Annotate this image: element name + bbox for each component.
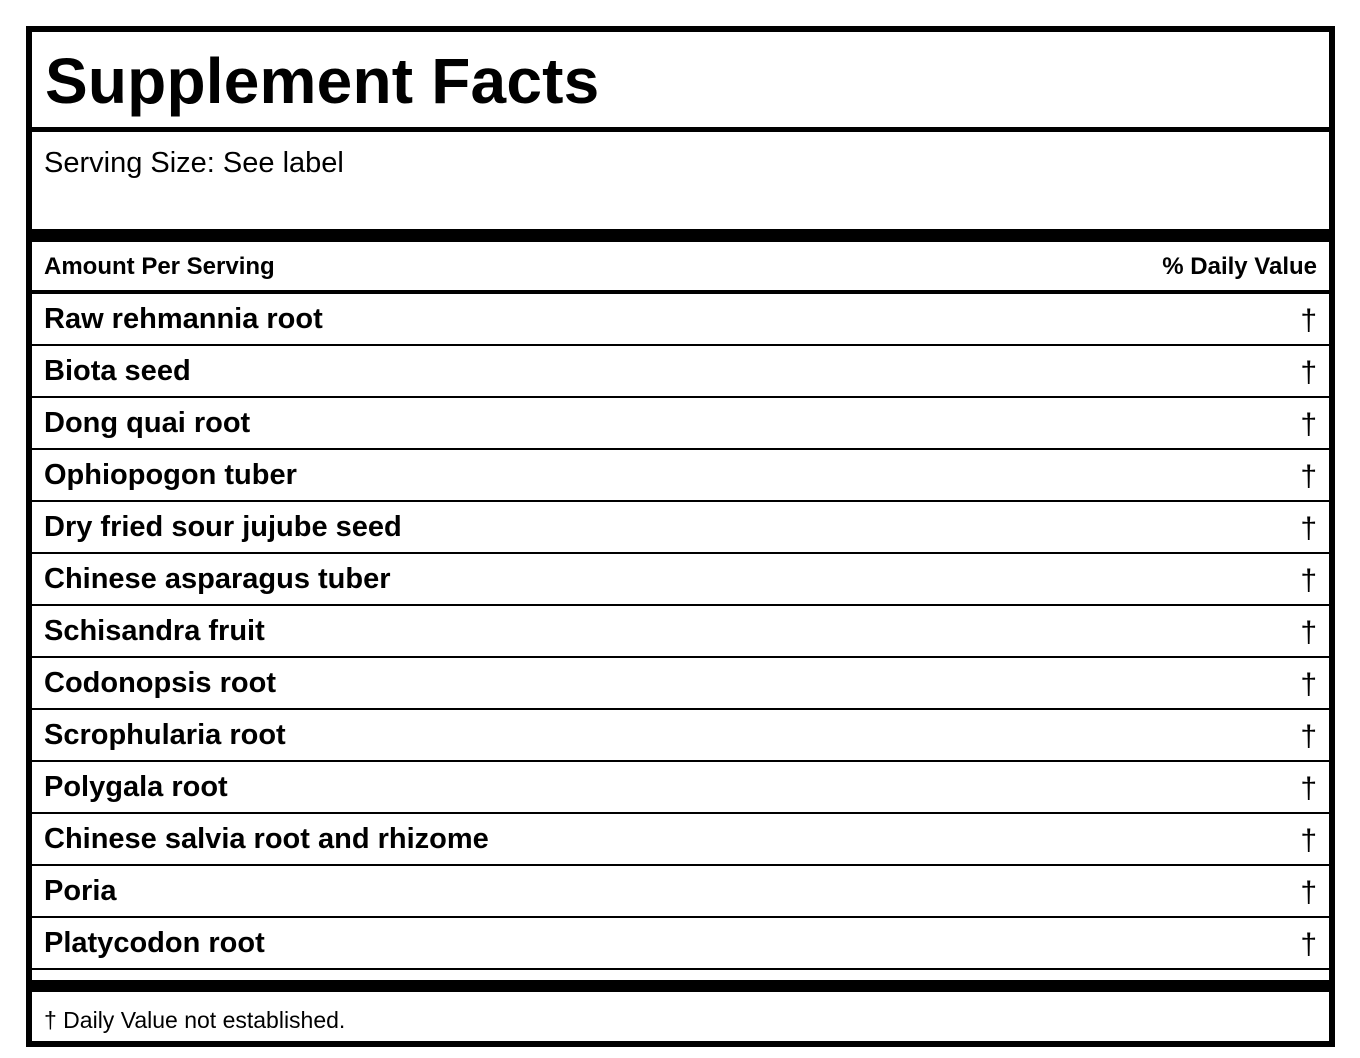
ingredient-row	[32, 398, 1329, 450]
ingredient-name: Poria	[44, 875, 117, 907]
ingredient-name: Biota seed	[44, 355, 191, 387]
ingredient-name: Scrophularia root	[44, 719, 286, 751]
ingredient-name: Schisandra fruit	[44, 615, 265, 647]
daily-value-mark: †	[1300, 876, 1317, 909]
ingredient-row	[32, 294, 1329, 346]
column-header-row	[32, 242, 1329, 294]
ingredient-row	[32, 762, 1329, 814]
ingredient-name: Polygala root	[44, 771, 228, 803]
amount-per-serving-header: Amount Per Serving	[44, 253, 275, 280]
ingredient-name: Codonopsis root	[44, 667, 276, 699]
ingredient-row	[32, 814, 1329, 866]
daily-value-mark: †	[1300, 460, 1317, 493]
panel-title: Supplement Facts	[45, 45, 600, 117]
daily-value-mark: †	[1300, 668, 1317, 701]
ingredient-name: Platycodon root	[44, 927, 265, 959]
ingredient-name: Raw rehmannia root	[44, 303, 323, 335]
serving-size: Serving Size: See label	[44, 147, 344, 179]
ingredient-row	[32, 918, 1329, 970]
ingredient-row	[32, 658, 1329, 710]
bottom-thick-divider	[32, 980, 1329, 992]
daily-value-mark: †	[1300, 304, 1317, 337]
daily-value-mark: †	[1300, 564, 1317, 597]
daily-value-mark: †	[1300, 928, 1317, 961]
ingredient-row	[32, 554, 1329, 606]
footnote: † Daily Value not established.	[44, 1007, 346, 1033]
supplement-facts-panel	[26, 26, 1335, 1047]
daily-value-mark: †	[1300, 356, 1317, 389]
ingredient-row	[32, 866, 1329, 918]
daily-value-header: % Daily Value	[1162, 253, 1317, 280]
ingredient-list	[32, 294, 1329, 970]
ingredient-name: Chinese salvia root and rhizome	[44, 823, 489, 855]
ingredient-row	[32, 502, 1329, 554]
ingredient-name: Dry fried sour jujube seed	[44, 511, 402, 543]
thick-divider	[32, 229, 1329, 242]
ingredient-row	[32, 606, 1329, 658]
ingredient-row	[32, 450, 1329, 502]
ingredient-name: Ophiopogon tuber	[44, 459, 297, 491]
daily-value-mark: †	[1300, 616, 1317, 649]
daily-value-mark: †	[1300, 772, 1317, 805]
daily-value-mark: †	[1300, 720, 1317, 753]
title-block	[32, 32, 1329, 132]
ingredient-name: Dong quai root	[44, 407, 251, 439]
daily-value-mark: †	[1300, 408, 1317, 441]
ingredient-row	[32, 346, 1329, 398]
daily-value-mark: †	[1300, 512, 1317, 545]
ingredient-row	[32, 710, 1329, 762]
daily-value-mark: †	[1300, 824, 1317, 857]
ingredient-name: Chinese asparagus tuber	[44, 563, 391, 595]
